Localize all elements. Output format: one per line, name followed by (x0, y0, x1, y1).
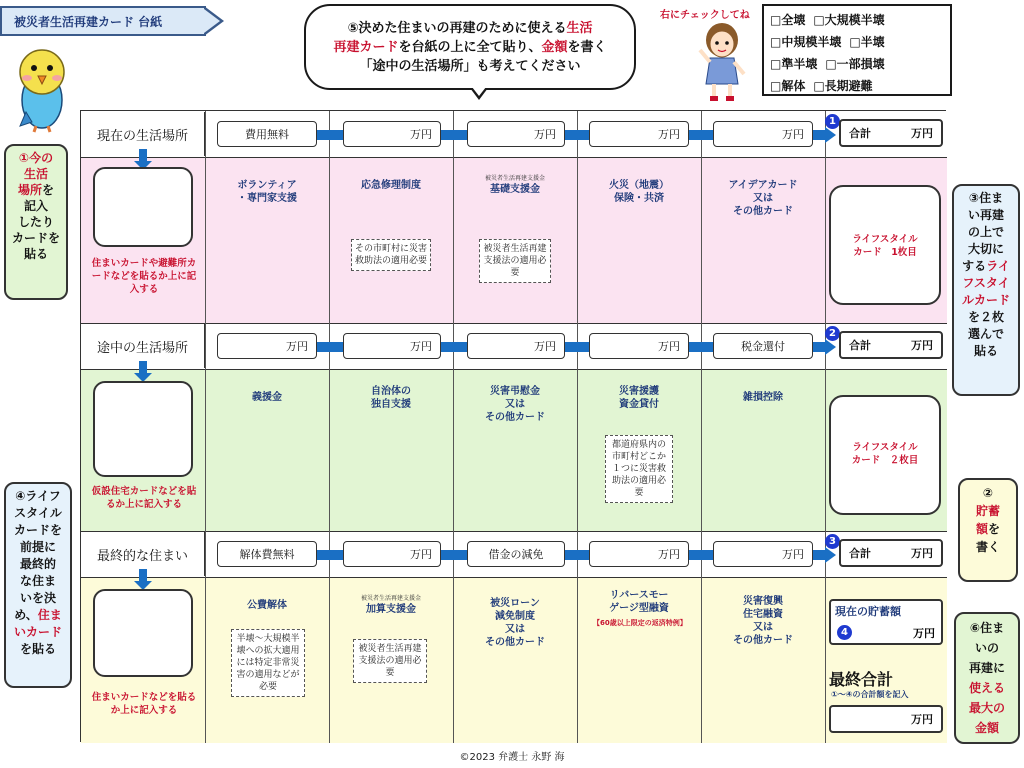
flow-arrow (441, 550, 469, 560)
card-cell-note: 半壊～大規模半壊への拡大適用には特定非常災害の適用などが必要 (231, 629, 305, 697)
card-cell-subtitle: 被災者生活再建支援金 (484, 175, 545, 182)
note-step-1 (4, 144, 68, 300)
flow-arrow (317, 130, 345, 140)
subtotal-label: 合計 (849, 547, 871, 560)
cost-field[interactable]: 税金還付 (713, 333, 813, 359)
row-label-midway: 途中の生活場所 (81, 324, 205, 368)
note-text: 記入 (23, 199, 48, 213)
instruction-highlight: 生活 (566, 20, 593, 36)
card-cell-title: 応急修理制度 (361, 180, 421, 191)
note-text: 書く (975, 540, 1000, 554)
note-text: カードを (11, 231, 60, 245)
note-text: カードを (13, 523, 62, 537)
note-text: 選んで (967, 327, 1004, 341)
instruction-text: を書く (567, 39, 607, 55)
flow-arrow (813, 550, 825, 560)
note-text: いを決 (19, 591, 56, 605)
flow-arrow (317, 550, 345, 560)
final-total-unit: 万円 (911, 713, 933, 726)
note-text: 金額 (974, 721, 999, 735)
divider (205, 111, 206, 743)
card-cell-note: その市町村に災害救助法の適用必要 (351, 239, 431, 271)
cost-field[interactable]: 借金の減免 (467, 541, 565, 567)
savings-label: 現在の貯蓄額 (835, 605, 901, 618)
note-text: い再建 (967, 208, 1004, 222)
card-cell-title: 公費解体 (247, 600, 287, 611)
subtotal-label: 合計 (849, 127, 871, 140)
card-cell-title: リバースモー ゲージ型融資 (609, 590, 669, 614)
final-total-field[interactable] (829, 705, 943, 733)
card-slot-caption: 仮設住宅カードなどを貼るか上に記入する (91, 486, 197, 510)
card-cell-note: 被災者生活再建支援法の適用必要 (479, 239, 551, 283)
step-number-badge: 4 (837, 625, 852, 640)
cost-field[interactable]: 解体費無料 (217, 541, 317, 567)
note-text: 最大の (968, 701, 1005, 715)
subtotal-field[interactable] (839, 331, 943, 359)
step-number-badge: 3 (825, 534, 840, 549)
note-text: 住ま (37, 608, 62, 622)
flow-arrow (813, 342, 825, 352)
card-cell-title (329, 595, 453, 616)
flow-arrow (441, 342, 469, 352)
housing-card-slot[interactable] (93, 167, 193, 247)
note-text: する (962, 259, 987, 273)
cost-field[interactable]: 万円 (589, 541, 689, 567)
note-text: ① (18, 151, 30, 165)
divider (577, 111, 578, 743)
instruction-bubble (304, 4, 636, 90)
card-slot-caption: 住まいカードや避難所カードなどを貼るか上に記入する (91, 258, 197, 295)
card-cell-title: 災害援護 資金貸付 (619, 386, 659, 410)
girl-icon (694, 20, 750, 104)
note-text: 額 (975, 522, 988, 536)
note-text: いカード (13, 625, 62, 639)
note-step-6 (954, 612, 1020, 744)
row-label-final: 最終的な住まい (81, 532, 205, 576)
instruction-text: を台紙の上に全て貼り、 (398, 39, 542, 55)
card-cell-title-text: 基礎支援金 (490, 184, 540, 195)
note-text: を (988, 522, 1001, 536)
card-cell-title: ボランティア ・専門家支援 (237, 180, 297, 204)
final-total-label: 最終合計 (829, 670, 894, 689)
checkbox-option[interactable]: □全壊 (770, 13, 806, 27)
final-housing-card-slot[interactable] (93, 589, 193, 677)
flow-arrow (317, 342, 345, 352)
cost-field[interactable]: 万円 (217, 333, 317, 359)
card-slot-caption: 住まいカードなどを貼るか上に記入する (91, 692, 197, 716)
subtotal-unit: 万円 (911, 547, 933, 560)
cost-field[interactable]: 万円 (343, 333, 441, 359)
parrot-icon (10, 42, 72, 134)
note-text: の上で (967, 225, 1004, 239)
cost-field[interactable]: 万円 (713, 541, 813, 567)
note-text: 大切に (967, 242, 1004, 256)
step-number-badge: 2 (825, 326, 840, 341)
flow-arrowhead (825, 127, 836, 143)
card-cell-title-text: 加算支援金 (366, 604, 416, 615)
note-text: ④ライフ (15, 489, 61, 503)
divider (81, 577, 947, 578)
temporary-housing-card-slot[interactable] (93, 381, 193, 477)
checklist-row (770, 75, 944, 97)
card-cell-title: 災害復興 住宅融資 又は その他カード (733, 596, 793, 646)
card-cell-note: 都道府県内の市町村どこか１つに災害救助法の適用必要 (605, 435, 673, 503)
checkbox-option[interactable]: □長期避難 (813, 79, 873, 93)
note-text: スタイル (14, 506, 62, 520)
card-cell-title: アイデアカード 又は その他カード (728, 180, 798, 217)
bubble-tail-inner (472, 87, 486, 96)
note-text: 前提に (19, 540, 56, 554)
subtotal-field[interactable] (839, 539, 943, 567)
flow-arrowhead (825, 547, 836, 563)
row-label-current: 現在の生活場所 (81, 112, 205, 156)
divider (81, 369, 947, 370)
savings-unit: 万円 (913, 627, 935, 640)
instruction-text: ⑤決めた住まいの再建のために使える (347, 20, 567, 36)
copyright: ©2023 弁護士 永野 海 (459, 752, 565, 763)
checkbox-option[interactable]: □大規模半壊 (813, 13, 885, 27)
lifestyle-card-label: ライフスタイル カード ２枚目 (851, 442, 919, 466)
divider (81, 157, 947, 158)
card-board (80, 110, 946, 742)
cost-field[interactable]: 費用無料 (217, 121, 317, 147)
checklist-row (770, 31, 944, 53)
note-text: したり (17, 215, 54, 229)
note-step-3 (952, 184, 1020, 396)
divider (825, 111, 826, 743)
card-cell-subnote: 【60歳以上限定の返済特例】 (593, 619, 687, 627)
cost-field[interactable]: 万円 (589, 121, 689, 147)
instruction-text: 「途中の生活場所」も考えてください (359, 58, 581, 74)
subtotal-field[interactable] (839, 119, 943, 147)
card-cell-subtitle: 被災者生活再建支援金 (360, 595, 421, 602)
flow-arrow (813, 130, 825, 140)
card-cell-title (453, 175, 577, 196)
subtotal-label: 合計 (849, 339, 871, 352)
subtotal-unit: 万円 (911, 127, 933, 140)
checkbox-option[interactable]: □解体 (770, 79, 806, 93)
cost-field[interactable]: 万円 (343, 121, 441, 147)
note-text: 使える (968, 681, 1005, 695)
flow-arrowhead (825, 339, 836, 355)
note-text: 再建に (968, 661, 1005, 675)
lifestyle-card-label: ライフスタイル カード 1枚目 (852, 234, 918, 258)
note-text: いの (974, 641, 999, 655)
final-total-hint: ①～④の合計額を記入 (831, 690, 909, 699)
card-cell-title: 義援金 (252, 392, 282, 403)
note-text: 場所 (17, 183, 42, 197)
note-text: な住ま (19, 574, 56, 588)
note-text: 最終的 (19, 557, 56, 571)
checkbox-option[interactable]: □準半壊 (770, 57, 818, 71)
instruction-highlight: 金額 (541, 39, 568, 55)
note-text: 貼る (973, 344, 998, 358)
note-text: を２枚 (967, 310, 1004, 324)
cost-field[interactable]: 万円 (467, 121, 565, 147)
cost-field[interactable]: 万円 (589, 333, 689, 359)
note-text: ルカード (961, 293, 1010, 307)
card-cell-note: 被災者生活再建支援法の適用必要 (353, 639, 427, 683)
note-text: を (42, 183, 55, 197)
checkbox-option[interactable]: □中規模半壊 (770, 35, 842, 49)
instruction-highlight: 再建カード (333, 39, 399, 55)
checklist-row (770, 53, 944, 75)
card-cell-title: 災害弔慰金 又は その他カード (485, 386, 545, 423)
note-text: 貯蓄 (975, 504, 1000, 518)
note-text: 今の (29, 151, 54, 165)
checkbox-option[interactable]: □一部損壊 (825, 57, 885, 71)
damage-checklist (762, 4, 952, 96)
card-cell-title: 被災ローン 減免制度 又は その他カード (485, 598, 545, 648)
note-text: フスタイ (962, 276, 1010, 290)
note-text: 生活 (23, 167, 48, 181)
divider (329, 111, 330, 743)
cost-field[interactable]: 万円 (467, 333, 565, 359)
note-text: ③住ま (968, 191, 1004, 205)
note-step-2 (958, 478, 1018, 582)
note-text: を貼る (19, 642, 56, 656)
check-prompt: 右にチェックしてね (660, 10, 750, 21)
checklist-row (770, 9, 944, 31)
cost-field[interactable]: 万円 (713, 121, 813, 147)
note-text: ② (982, 486, 994, 500)
flow-arrow (441, 130, 469, 140)
title-arrow-decor-inner (204, 9, 220, 33)
savings-field[interactable] (829, 599, 943, 645)
note-text: め、 (14, 608, 38, 622)
subtotal-unit: 万円 (911, 339, 933, 352)
cost-field[interactable]: 万円 (343, 541, 441, 567)
card-cell-title: 火災（地震） 保険・共済 (609, 180, 669, 204)
note-text: 貼る (23, 247, 48, 261)
card-cell-title: 雑損控除 (743, 392, 783, 403)
card-cell-title: 自治体の 独自支援 (371, 386, 411, 410)
checkbox-option[interactable]: □半壊 (849, 35, 885, 49)
page-title: 被災者生活再建カード 台紙 (0, 6, 206, 36)
step-number-badge: 1 (825, 114, 840, 129)
note-step-4 (4, 482, 72, 688)
note-text: ⑥住ま (969, 621, 1005, 635)
note-text: ライ (986, 259, 1010, 273)
